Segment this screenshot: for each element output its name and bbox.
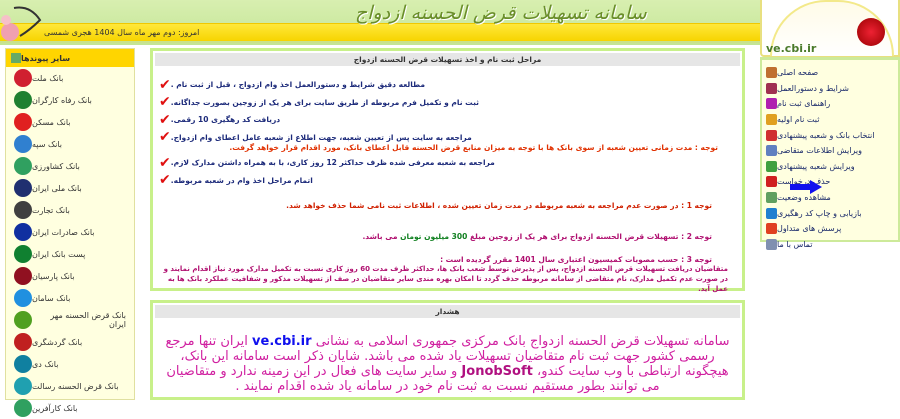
bank-link[interactable]: بانک ملت: [6, 67, 134, 89]
menu-item[interactable]: ویرایش اطلاعات متقاضی: [762, 143, 898, 159]
site-link[interactable]: ve.cbi.ir: [252, 334, 312, 349]
contact-icon: [766, 239, 777, 250]
menu-item[interactable]: صفحه اصلی: [762, 65, 898, 81]
home-icon: [766, 67, 777, 78]
loan-amount: 300 میلیون تومان: [400, 232, 468, 241]
links-icon: [11, 53, 21, 63]
bank-logo-icon: [14, 179, 32, 197]
bank-logo-icon: [14, 377, 32, 395]
bank-logo-icon: [14, 69, 32, 87]
registration-steps-panel: [150, 48, 745, 291]
main-menu: [760, 57, 900, 249]
menu-item[interactable]: حذف درخواست: [762, 174, 898, 190]
bank-link[interactable]: بانک قرض الحسنه رسالت: [6, 375, 134, 397]
check-icon: ✔: [159, 154, 171, 171]
help-icon: [766, 223, 777, 234]
note-3-body: متقاضیان دریافت تسهیلات قرض الحسنه ازدواج، پس از پذیرش توسط شعب بانک ها، حداکثر ظرف مدت 60 روز کاری نسبت به تکمیل مدارک مورد نیاز اقدام نمایند و در صورت عدم تکمیل مدارک، نام متقاضی از سامانه مربوطه حذف گردد تا امکان بهره مندی سایر متقاضیان در صف از تسهیلات مذکور و شفافیت عملکرد بانک ها به عمل آید.: [163, 265, 728, 293]
bank-link[interactable]: بانک سپه: [6, 133, 134, 155]
warning-panel: [150, 300, 745, 400]
menu-item[interactable]: پرسش های متداول: [762, 221, 898, 237]
bank-link[interactable]: بانک رفاه کارگران: [6, 89, 134, 111]
bank-logo-icon: [14, 157, 32, 175]
bank-logo-icon: [14, 289, 32, 307]
step-note: توجه : مدت زمانی تعیین شعبه از سوی بانک ها با توجه به میزان منابع قرض الحسنه قابل اعطای بانک، مورد اقدام قرار خواهد گرفت.: [229, 143, 718, 152]
warning-title: هشدار: [155, 305, 740, 318]
bank-link[interactable]: بانک پارسیان: [6, 265, 134, 287]
bank-link[interactable]: بانک سامان: [6, 287, 134, 309]
status-icon: [766, 192, 777, 203]
note-2: توجه 2 : تسهیلات قرض الحسنه ازدواج برای هر یک از زوجین مبلغ 300 میلیون تومان می باشد.: [362, 232, 712, 241]
bank-link[interactable]: بانک دی: [6, 353, 134, 375]
bank-link[interactable]: بانک قرض الحسنه مهر ایران: [6, 309, 134, 331]
step-item: ✔ دریافت کد رهگیری 10 رقمی.: [159, 111, 281, 128]
step-item: ✔ اتمام مراحل اخذ وام در شعبه مربوطه.: [159, 172, 313, 189]
panel-title: مراحل ثبت نام و اخذ تسهیلات قرض الحسنه ازدواج: [155, 53, 740, 66]
other-links-sidebar: [5, 48, 135, 413]
check-icon: ✔: [159, 94, 171, 111]
step-item: ✔ ثبت نام و تکمیل فرم مربوطه از طریق سایت برای هر یک از زوجین بصورت جداگانه.: [159, 94, 479, 111]
bank-link[interactable]: بانک مسکن: [6, 111, 134, 133]
edit-icon: [766, 145, 777, 156]
refresh-icon: [766, 208, 777, 219]
today-date: امروز: دوم مهر ماه سال 1404 هجری شمسی: [44, 28, 200, 37]
arrow-icon: [790, 180, 822, 194]
register-icon: [766, 114, 777, 125]
bank-link[interactable]: بانک تجارت: [6, 199, 134, 221]
menu-item[interactable]: انتخاب بانک و شعبه پیشنهادی: [762, 127, 898, 143]
rose-icon: [857, 18, 885, 46]
menu-item[interactable]: ویرایش شعبه پیشنهادی: [762, 159, 898, 175]
bank-logo-icon: [14, 91, 32, 109]
logo-text: ve.cbi.ir: [766, 42, 817, 55]
bank-logo-icon: [14, 201, 32, 219]
select-branch-icon: [766, 130, 777, 141]
menu-item[interactable]: بازیابی و چاپ کد رهگیری: [762, 205, 898, 221]
bank-logo-icon: [14, 223, 32, 241]
site-logo[interactable]: [760, 0, 900, 57]
check-icon: ✔: [159, 129, 171, 146]
other-links-header: سایر پیوندها: [6, 49, 134, 67]
bank-logo-icon: [14, 311, 32, 329]
menu-item[interactable]: راهنمای ثبت نام: [762, 96, 898, 112]
menu-item[interactable]: مشاهده وضعیت: [762, 190, 898, 206]
menu-item[interactable]: ثبت نام اولیه: [762, 112, 898, 128]
bank-link[interactable]: بانک ملی ایران: [6, 177, 134, 199]
step-item: ✔ مراجعه به سایت پس از تعیین شعبه، جهت اطلاع از شعبه عامل اعطای وام ازدواج.: [159, 129, 472, 146]
bank-logo-icon: [14, 245, 32, 263]
bank-logo-icon: [14, 267, 32, 285]
guide-icon: [766, 98, 777, 109]
bank-link[interactable]: بانک گردشگری: [6, 331, 134, 353]
bank-logo-icon: [14, 333, 32, 351]
step-item: ✔ مطالعه دقیق شرایط و دستورالعمل اخذ وام ازدواج ، قبل از ثبت نام .: [159, 76, 426, 93]
signature-flower-logo: [0, 0, 44, 45]
bank-logo-icon: [14, 399, 32, 417]
site-title: سامانه تسهیلات قرض الحسنه ازدواج: [355, 2, 647, 24]
delete-icon: [766, 176, 777, 187]
bank-logo-icon: [14, 113, 32, 131]
bank-link[interactable]: بانک کشاورزی: [6, 155, 134, 177]
book-icon: [766, 83, 777, 94]
bank-link[interactable]: پست بانک ایران: [6, 243, 134, 265]
bank-logo-icon: [14, 355, 32, 373]
bank-link[interactable]: بانک کارآفرین: [6, 397, 134, 419]
edit-branch-icon: [766, 161, 777, 172]
step-item: ✔ مراجعه به شعبه معرفی شده ظرف حداکثر 12 روز کاری، با به همراه داشتن مدارک لازم.: [159, 154, 495, 171]
note-1: توجه 1 : در صورت عدم مراجعه به شعبه مربوطه در مدت زمان تعیین شده ، اطلاعات ثبت نامی شما حذف خواهد شد.: [286, 201, 712, 210]
menu-item[interactable]: تماس با ما: [762, 237, 898, 253]
bank-link[interactable]: بانک صادرات ایران: [6, 221, 134, 243]
warning-text: سامانه تسهیلات قرض الحسنه ازدواج بانک مرکزی جمهوری اسلامی به نشانی ve.cbi.ir ایران تنها مرجع رسمی کشور جهت ثبت نام متقاضیان تسهیلات یاد شده می باشد. شایان ذکر است سامانه این بانک، هیچگونه ارتباطی با وب سایت کندو، JonobSoft و سایر سایت های فعال در این زمینه ندارد و متقاضیان می توانند بطور مستقیم نسبت به ثبت نام خود در سامانه یاد شده اقدام نمایند .: [165, 334, 730, 394]
check-icon: ✔: [159, 76, 171, 93]
menu-item[interactable]: شرایط و دستورالعمل: [762, 81, 898, 97]
note-3-title: توجه 3 : حسب مصوبات کمیسیون اعتباری سال 1401 مقرر گردیده است :: [440, 255, 712, 264]
check-icon: ✔: [159, 172, 171, 189]
check-icon: ✔: [159, 111, 171, 128]
bank-logo-icon: [14, 135, 32, 153]
